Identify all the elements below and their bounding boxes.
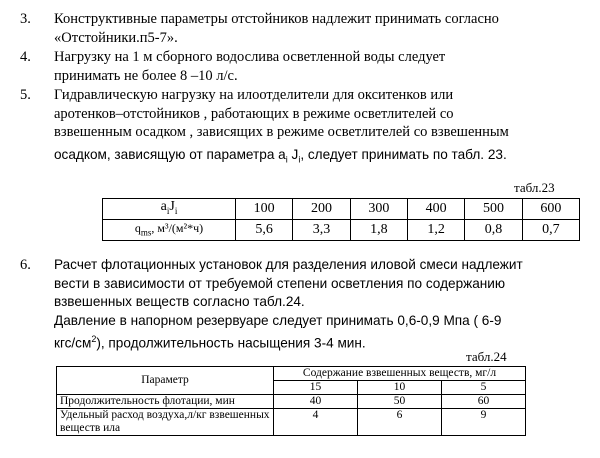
table-row	[57, 409, 526, 436]
table-cell: 200	[293, 199, 350, 220]
table-cell: 5,6	[236, 219, 293, 240]
item-number: 6.	[20, 257, 31, 273]
table-cell: 4	[274, 409, 358, 436]
table-cell: 1,8	[350, 219, 407, 240]
table-cell: 60	[441, 395, 525, 409]
table-cell: 6	[357, 409, 441, 436]
table-cell: 9	[441, 409, 525, 436]
table-caption: табл.23	[514, 180, 555, 195]
table-cell: 1,2	[407, 219, 464, 240]
item-number: 3.	[20, 11, 31, 27]
table-header-cell: Содержание взвешенных веществ, мг/л	[274, 367, 526, 381]
table-row	[57, 367, 526, 381]
table-cell: 0,7	[522, 219, 579, 240]
table-24	[56, 366, 526, 436]
table-header-cell: 15	[274, 381, 358, 395]
table-caption: табл.24	[466, 349, 507, 364]
item-line: взвешенным осадком , зависящих в режиме осветлителей со взвешенным	[54, 124, 509, 140]
table-header-cell: 10	[357, 381, 441, 395]
table-header-cell: Параметр	[57, 367, 274, 395]
item-line: Гидравлическую нагрузку на илоотделители для окситенков или	[54, 87, 454, 103]
item-number: 5.	[20, 87, 31, 103]
item-line: Давление в напорном резервуаре следует принимать 0,6-0,9 Мпа ( 6-9	[54, 312, 502, 328]
item-line-last: осадком, зависящую от параметра $a_i$ $J_i$, следует принимать по табл. 23.	[54, 146, 507, 165]
table-cell: 0,8	[465, 219, 522, 240]
table-row	[57, 395, 526, 409]
item-line: вести в зависимости от требуемой степени осветления по содержанию	[54, 275, 506, 291]
table-header-cell: 5	[441, 381, 525, 395]
table-cell: 100	[236, 199, 293, 220]
table-cell: 600	[522, 199, 579, 220]
item-line: аротенков–отстойников , работающих в режиме осветлителей со	[54, 105, 454, 122]
table-row	[103, 219, 580, 240]
table-row	[103, 199, 580, 220]
table-header-cell: $a_iJ_i$	[103, 199, 236, 220]
item-line: «Отстойники.п5-7».	[54, 29, 178, 46]
item-line: взвешенных веществ согласно табл.24.	[54, 294, 305, 309]
item-line: кгс/$см^2$), продолжительность насыщения 3-4 мин.	[54, 334, 366, 351]
table-cell: 500	[465, 199, 522, 220]
table-cell: 3,3	[293, 219, 350, 240]
table-cell: 50	[357, 395, 441, 409]
item-line: принимать не более 8 –10 л/с.	[54, 67, 238, 84]
table-header-cell: $q_{ms}$, м³/(м²*ч)	[103, 219, 236, 240]
table-cell: Продолжительность флотации, мин	[57, 395, 274, 409]
table-cell: 300	[350, 199, 407, 220]
item-line: Конструктивные параметры отстойников надлежит принимать согласно	[54, 11, 499, 27]
item-line: Расчет флотационных установок для разделения иловой смеси надлежит	[54, 257, 523, 272]
table-cell: 400	[407, 199, 464, 220]
table-23	[102, 198, 580, 241]
table-cell: Удельный расход воздуха,л/кг взвешенных веществ ила	[57, 409, 274, 436]
item-line: Нагрузку на 1 м сборного водослива осветленной воды следует	[54, 49, 446, 65]
item-number: 4.	[20, 49, 31, 65]
table-cell: 40	[274, 395, 358, 409]
